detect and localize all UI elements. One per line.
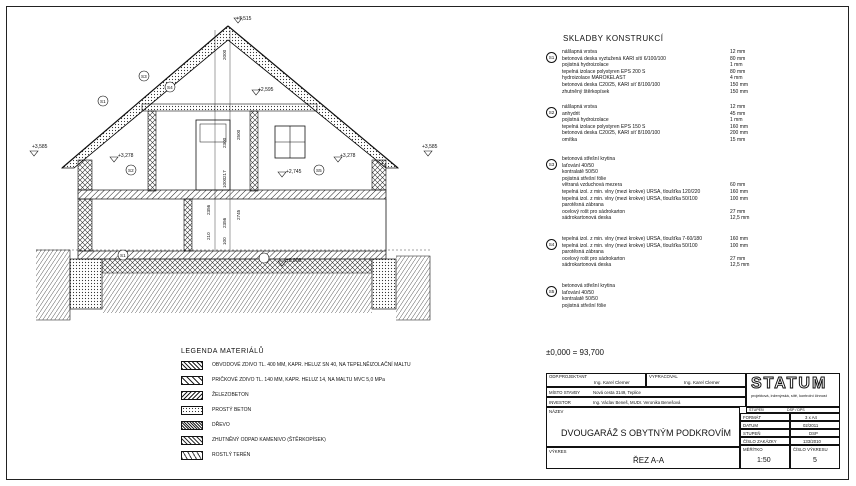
skladba-row-text: tepelná izol. z min. vlny (mezi krokve) URSA, tloušťka 7-60/180 (562, 236, 702, 242)
tb-cislo-label: ČÍSLO VÝKRESU (793, 447, 828, 452)
swatch-partition (181, 376, 203, 385)
skladba-row-value: 12 mm (730, 49, 746, 55)
tb-zakazka-label-cell (740, 437, 790, 445)
skladba-row-value: 100 mm (730, 242, 749, 249)
swatch-outer-wall (181, 361, 203, 370)
skladba-mark-s1: S1 (546, 52, 557, 63)
statum-subtitle: projektová, inženýrská, sítě, kontrolní činnost (751, 394, 827, 398)
level-ridge: +2,595 (258, 87, 274, 93)
swatch-terrain (181, 451, 203, 460)
swatch-rc (181, 391, 203, 400)
dimension-label: 210 (206, 232, 211, 240)
mark-s1-floor: S1 (120, 253, 126, 258)
swatch-gravel (181, 436, 203, 445)
level-upper-floor: +2,745 (286, 169, 302, 175)
skladba-row-text: pojistná střešní fólie (562, 302, 607, 309)
skladba-row-text: kontralatě 50/50 (562, 169, 598, 176)
skladba-row-value: 12,5 mm (730, 262, 750, 269)
tb-datum-cell (790, 421, 840, 429)
skladba-row-text: betonová střešní krytina (562, 156, 616, 162)
tb-meritko: 1:50 (757, 457, 771, 464)
skladba-row-value: 160 mm (730, 236, 749, 242)
dimension-label: 2000 (222, 49, 227, 60)
skladba-row-text: nášlapná vrstva (562, 49, 598, 55)
skladba-row-text: hydroizolace MAROKELAST (562, 75, 626, 82)
tb-zakazka-cell (790, 437, 840, 445)
mark-s5: S5 (316, 168, 322, 173)
legend-text-concrete: PROSTÝ BETON (212, 407, 252, 413)
level-room-left: +3,278 (118, 153, 134, 159)
dimension-label: 2356 (206, 204, 211, 215)
skladba-row-value: 1 mm (730, 62, 743, 69)
tb-stupen2-label-cell (740, 429, 790, 437)
tb-zodp-label: ODP.PROJEKTANT (549, 374, 588, 379)
skladba-row-value: 200 mm (730, 130, 749, 137)
legend-text-rc: ŽELEZOBETON (212, 392, 249, 398)
tb-zodp: Ing. Karel Clemer (594, 380, 630, 385)
elevation-note: ±0,000 = 93,700 (546, 348, 604, 357)
level-right-eave: +3,585 (422, 144, 438, 150)
skladba-row-value: 15 mm (730, 137, 746, 143)
dimension-label: 2356 (222, 217, 227, 228)
skladba-row-text: pojistná hydroizolace (562, 117, 609, 124)
tb-zakazka: 133/2010 (803, 439, 821, 444)
tb-format-cell (790, 413, 840, 421)
skladba-row-value: 1 mm (730, 117, 743, 124)
tb-misto-label: MÍSTO STAVBY (549, 390, 581, 395)
skladba-row-value: 150 mm (730, 82, 749, 88)
dimension-label: 100 (222, 237, 227, 245)
tb-datum-label-cell (740, 421, 790, 429)
tb-stupen2-cell (790, 429, 840, 437)
skladba-row-value: 45 mm (730, 110, 746, 117)
swatch-wood (181, 421, 203, 430)
tb-format-label-cell (740, 413, 790, 421)
skladba-row-text: zhutněný štěrkopísek (562, 88, 610, 95)
legend-text-partition: PRIČKOVÉ ZDIVO TL. 140 MM, KAPR. HELUZ 14, NA MALTU MVC 5,0 MPa (212, 377, 385, 383)
tb-vykres-cell (546, 447, 740, 469)
tb-stupen: DSP / DPS (787, 408, 805, 412)
skladba-mark-s2: S2 (546, 107, 557, 118)
tb-nazev: DVOUGARÁŽ S OBYTNÝM PODKROVÍM (561, 428, 732, 438)
tb-misto-cell (546, 387, 746, 397)
skladba-row-text: betonová deska vyztužená KARI sítí 6/100/100 (562, 55, 666, 62)
skladba-row-text: sádrokartonová deska (562, 262, 612, 269)
skladba-row-value: 160 mm (730, 189, 749, 195)
skladba-row-text: ocelový rošt pro sádrokarton (562, 255, 626, 262)
skladba-row-text: tepelná izolace polystyren EPS 200 S (562, 68, 646, 75)
skladba-row-text: tepelná izolace polystyren EPS 150 S (562, 123, 646, 130)
skladba-row-text: pojistná hydroizolace (562, 62, 609, 69)
tb-nazev-label: NÁZEV (549, 409, 564, 414)
skladba-row-value: 12,5 mm (730, 215, 750, 222)
skladba-row-value: 12 mm (730, 104, 746, 110)
level-top: +7,515 (236, 16, 252, 22)
skladba-row-text: laťování 40/50 (562, 289, 594, 296)
tb-cislo: 5 (813, 457, 817, 464)
skladba-mark-s4: S4 (546, 239, 557, 250)
skladba-row-value: 27 mm (730, 208, 746, 215)
skladba-row-text: kontralatě 50/50 (562, 296, 598, 303)
tb-vyprac: Ing. Karel Clemer (684, 380, 720, 385)
tb-vykres: ŘEZ A-A (633, 456, 665, 465)
skladba-row-value: 27 mm (730, 255, 746, 262)
mark-s2: S2 (128, 168, 134, 173)
skladba-row-value: 60 mm (730, 182, 746, 189)
dimension-label: 2500 (236, 129, 241, 140)
legend-text-wood: DŘEVO (212, 422, 230, 428)
tb-logo-cell (746, 373, 840, 407)
skladba-row-value: 100 mm (730, 195, 749, 202)
skladba-row-text: laťování 40/50 (562, 162, 594, 169)
legend-text-terrain: ROSTLÝ TERÉN (212, 452, 251, 458)
skladba-mark-s5: S5 (546, 286, 557, 297)
skladba-row-text: betonová deska C20/25, KARI síť 8/100/100 (562, 82, 661, 88)
skladba-row-text: sádrokartonová deska (562, 215, 612, 222)
swatch-concrete (181, 406, 203, 415)
skladba-row-text: omítka (562, 137, 578, 143)
skladba-row-text: tepelná izol. z min. vlny (mezi krokve) URSA, tloušťka 50/100 (562, 195, 698, 202)
level-ground: ±0,000 (286, 258, 302, 264)
tb-datum: 02/2011 (803, 423, 819, 428)
mark-s1-roof: S1 (100, 99, 106, 104)
skladba-row-value: 80 mm (730, 55, 746, 62)
skladba-row-value: 150 mm (730, 88, 749, 95)
skladba-row-value: 80 mm (730, 68, 746, 75)
tb-misto: Nová cesta 3149, Teplice (593, 390, 641, 395)
skladba-row-value: 4 mm (730, 75, 743, 82)
skladba-row-text: parotěsná zábrana (562, 202, 604, 209)
mark-s3: S3 (141, 74, 147, 79)
tb-meritko-cell (740, 445, 790, 469)
tb-stupen2-label: STUPEŇ (743, 431, 761, 436)
statum-logo: STATUM (751, 375, 828, 392)
tb-stupen2: DSP (809, 431, 818, 436)
tb-datum-label: DATUM (743, 423, 758, 428)
skladba-row-value: 160 mm (730, 123, 749, 130)
tb-investor-label: INVESTOR (549, 400, 571, 405)
skladba-mark-s3: S3 (546, 159, 557, 170)
tb-meritko-label: MĚŘÍTKO (743, 447, 763, 452)
skladba-row-text: větraná vzduchová mezera (562, 182, 623, 189)
legend-title: LEGENDA MATERIÁLŮ (181, 348, 265, 355)
level-room-right: +3,278 (340, 153, 356, 159)
dimension-label: 2745 (236, 209, 241, 220)
skladba-row-text: nášlapná vrstva (562, 104, 598, 110)
skladba-row-text: ocelový rošt pro sádrokarton (562, 208, 626, 215)
dimension-label: 2300 (222, 137, 227, 148)
tb-nazev-cell (546, 407, 740, 447)
level-left-eave: +3,585 (32, 144, 48, 150)
legend-text-outer-wall: OBVODOVÉ ZDIVO TL. 400 MM, KAPR. HELUZ SN 40, NA TEPELNĚIZOLAČNÍ MALTU (212, 362, 411, 368)
skladba-row-text: pojistná střešní fólie (562, 175, 607, 182)
skladba-row-text: anhydrit (562, 110, 580, 117)
tb-zakazka-label: ČÍSLO ZAKÁZKY (743, 439, 777, 444)
skladba-row-text: tepelná izol. z min. vlny (mezi krokve) URSA, tloušťka 120/220 (562, 189, 701, 195)
legend-text-gravel: ZHUTNĚNÝ ODPAD KAMENIVO (ŠTĚRKOPÍSEK) (212, 437, 326, 443)
mark-s4: S4 (167, 85, 173, 90)
tb-stupen-label: STUPEŇ (749, 408, 764, 412)
skladba-row-text: tepelná izol. z min. vlny (mezi krokve) URSA, tloušťka 50/100 (562, 242, 698, 249)
tb-format-label: FORMÁT (743, 415, 762, 420)
skladba-row-text: parotěsná zábrana (562, 249, 604, 256)
tb-vykres-label: VÝKRES (549, 449, 567, 454)
skladba-row-text: betonová střešní krytina (562, 283, 616, 289)
skladba-row-text: betonová deska C20/25, KARI síť 8/100/100 (562, 130, 661, 137)
dimension-label: 1000 (222, 177, 227, 188)
tb-investor: Ing. Václav Beneš, MUDr. Veronika Benešová (593, 400, 681, 405)
skladby-title: SKLADBY KONSTRUKCÍ (563, 34, 664, 43)
tb-cislo-cell (790, 445, 840, 469)
tb-vyprac-label: VYPRACOVAL (649, 374, 678, 379)
tb-investor-cell (546, 397, 746, 407)
dimension-label: 217 (222, 170, 227, 178)
tb-format: 3 x A4 (805, 415, 817, 420)
